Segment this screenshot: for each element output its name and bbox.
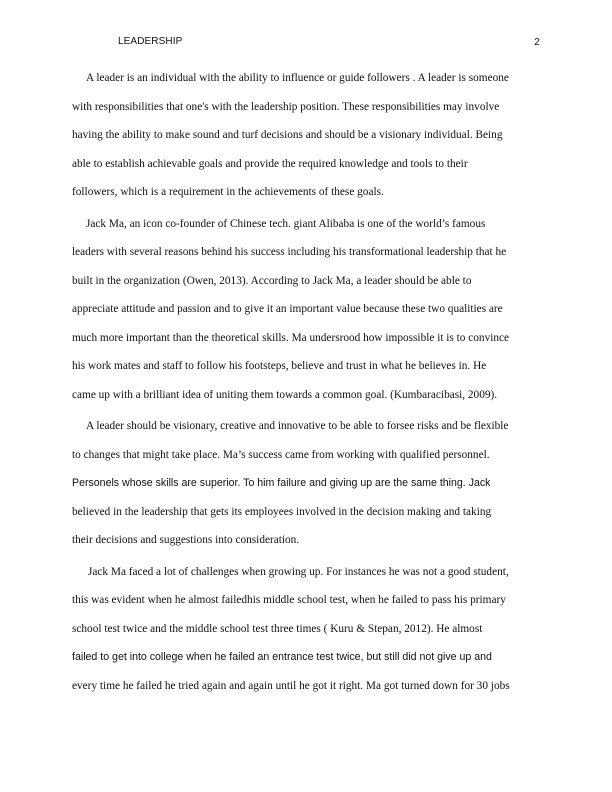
body-text xyxy=(72,68,544,704)
text-line: this was evident when he almost failedhis middle school test, when he failed to pass his primary xyxy=(72,594,506,606)
text-line: followers, which is a requirement in the achievements of these goals. xyxy=(72,186,384,198)
running-head: LEADERSHIP xyxy=(118,36,183,47)
text-line: appreciate attitude and passion and to give it an important value because these two qualities are xyxy=(72,303,503,315)
text-line: his work mates and staff to follow his footsteps, believe and trust in what he believes in. He xyxy=(72,360,487,372)
text-line: having the ability to make sound and turf decisions and should be a visionary individual. Being xyxy=(72,129,503,141)
paragraph-3 xyxy=(72,416,544,559)
text-line: failed to get into college when he failed an entrance test twice, but still did not give up and xyxy=(72,651,492,663)
text-line: A leader is an individual with the ability to influence or guide followers . A leader is someone xyxy=(86,72,509,84)
text-line: school test twice and the middle school test three times ( Kuru & Stepan, 2012). He almost xyxy=(72,622,483,635)
text-line: A leader should be visionary, creative and innovative to be able to forsee risks and be flexible xyxy=(86,420,509,432)
text-line: built in the organization (Owen, 2013). According to Jack Ma, a leader should be able to xyxy=(72,274,472,287)
text-line: able to establish achievable goals and provide the required knowledge and tools to their xyxy=(72,157,468,170)
paragraph-4 xyxy=(72,562,544,705)
text-line: their decisions and suggestions into consideration. xyxy=(72,534,300,546)
text-line: to changes that might take place. Ma’s success came from working with qualified personnel. xyxy=(72,448,490,461)
text-line: every time he failed he tried again and again until he got it right. Ma got turned down for 30 jobs xyxy=(72,679,510,692)
text-line: came up with a brilliant idea of uniting them towards a common goal. (Kumbaracibasi, 2009). xyxy=(72,388,498,401)
paragraph-2 xyxy=(72,214,544,414)
text-line: Personels whose skills are superior. To him failure and giving up are the same thing. Jack xyxy=(72,477,491,489)
text-line: with responsibilities that one's with the leadership position. These responsibilities may involve xyxy=(72,100,500,113)
text-line: Jack Ma, an icon co-founder of Chinese tech. giant Alibaba is one of the world’s famous xyxy=(86,217,486,230)
text-line: leaders with several reasons behind his success including his transformational leadership that he xyxy=(72,246,507,258)
paragraph-1 xyxy=(72,68,544,211)
text-line: Jack Ma faced a lot of challenges when growing up. For instances he was not a good student, xyxy=(88,565,509,578)
page-number: 2 xyxy=(534,36,540,48)
text-line: much more important than the theoretical skills. Ma undersrood how impossible it is to convince xyxy=(72,331,510,344)
page-header xyxy=(72,36,540,52)
text-line: believed in the leadership that gets its employees involved in the decision making and taking xyxy=(72,505,492,518)
